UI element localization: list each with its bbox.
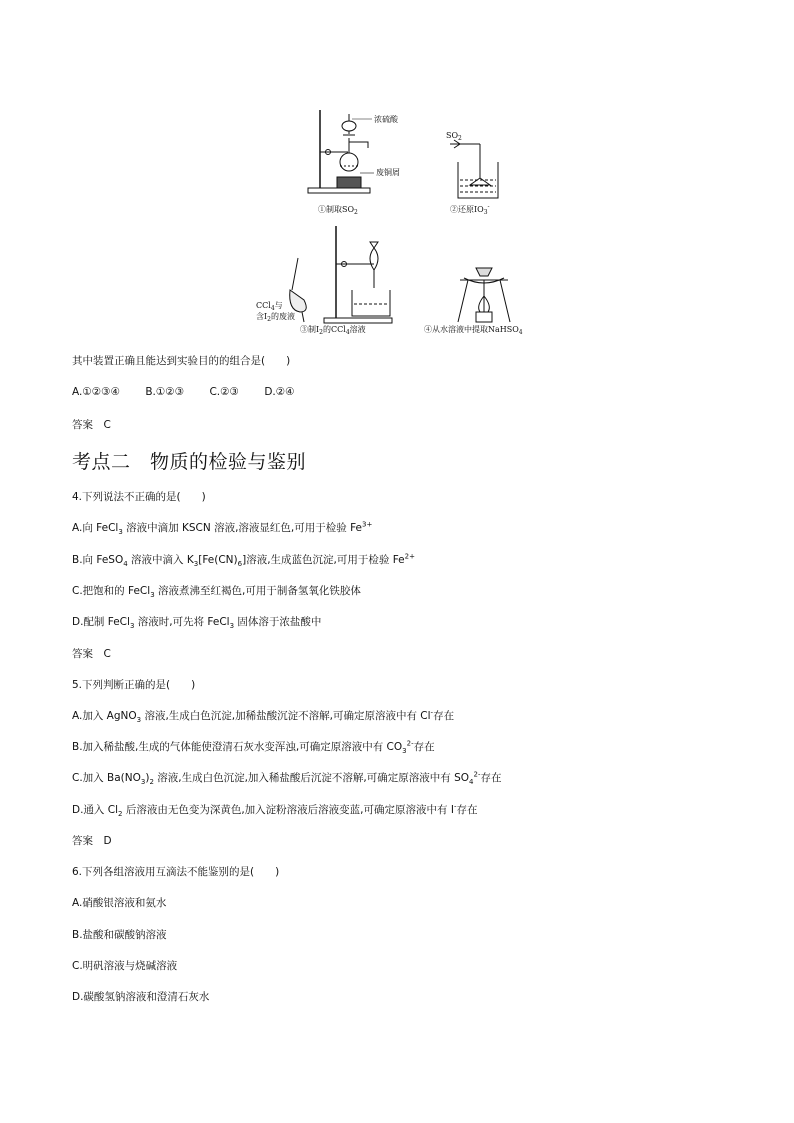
q3-options	[72, 385, 317, 399]
fig1-caption: ①制取$SO_2$	[318, 205, 358, 216]
q6-option-c: C.明矾溶液与烧碱溶液	[72, 960, 178, 972]
q3-option-c: C.②③	[209, 386, 239, 398]
apparatus-3-i2-ccl4	[290, 226, 392, 323]
apparatus-2-io3-reduction	[450, 140, 498, 198]
q4-option-b: B.向 FeSO$_4$ 溶液中滴入 $K_3[Fe(CN)_6]$溶液,生成蓝色沉淀,可用于检验 $Fe^{2+}$	[72, 552, 415, 569]
q6-stem: 6.下列各组溶液用互滴法不能鉴别的是( )	[72, 866, 280, 878]
q3-answer: 答案 C	[72, 419, 111, 431]
q6-option-a: A.硝酸银溶液和氨水	[72, 897, 167, 909]
fig3-side-label-line1: CCl$_4$与	[256, 301, 283, 312]
q4-option-a: A.向 FeCl$_3$ 溶液中滴加 KSCN 溶液,溶液显红色,可用于检验 $Fe^{3+}$	[72, 520, 373, 537]
section-title: 考点二 物质的检验与鉴别	[72, 451, 307, 473]
q6-option-b: B.盐酸和碳酸钠溶液	[72, 929, 167, 941]
fig1-copper-label: 废铜屑	[376, 168, 400, 177]
q5-answer: 答案 D	[72, 835, 112, 847]
apparatus-1-so2-generation	[308, 110, 370, 193]
q4-option-d: D.配制 FeCl$_3$ 溶液时,可先将 FeCl$_3$ 固体溶于浓盐酸中	[72, 616, 322, 631]
q5-option-c: C.加入 $Ba(NO_3)_2$ 溶液,生成白色沉淀,加入稀盐酸后沉淀不溶解,可确定原溶液中有 $SO_4^{2-}$存在	[72, 770, 502, 787]
fig2-gas-label: $SO_2$	[446, 131, 462, 142]
apparatus-figure	[240, 100, 560, 345]
q5-stem: 5.下列判断正确的是( )	[72, 679, 196, 691]
q5-option-d: D.通入 $Cl_2$ 后溶液由无色变为深黄色,加入淀粉溶液后溶液变蓝,可确定原溶液中有 I-存在	[72, 802, 478, 819]
q4-option-c: C.把饱和的 FeCl$_3$ 溶液煮沸至红褐色,可用于制备氢氧化铁胶体	[72, 585, 361, 600]
q3-option-b: B.①②③	[145, 386, 185, 398]
fig2-caption: ②还原$IO_3^-$	[450, 203, 490, 216]
q4-answer: 答案 C	[72, 648, 111, 660]
q3-option-a: A.①②③④	[72, 386, 120, 398]
q5-option-b: B.加入稀盐酸,生成的气体能使澄清石灰水变浑浊,可确定原溶液中有 $CO_3^{2-}$存在	[72, 739, 435, 756]
fig1-acid-label: 浓硫酸	[374, 115, 398, 124]
q3-stem: 其中装置正确且能达到实验目的的组合是( )	[72, 355, 291, 367]
apparatus-4-nahso4-evaporation	[458, 268, 510, 322]
fig3-side-label-line2: 含$I_2$的废液	[256, 312, 295, 323]
q5-option-a: A.加入 AgNO$_3$ 溶液,生成白色沉淀,加稀盐酸沉淀不溶解,可确定原溶液中有 Cl-存在	[72, 708, 455, 725]
fig4-caption: ④从水溶液中提取NaHSO$_4$	[424, 325, 523, 336]
q3-option-d: D.②④	[264, 386, 295, 398]
q4-stem: 4.下列说法不正确的是( )	[72, 491, 206, 503]
q6-option-d: D.碳酸氢钠溶液和澄清石灰水	[72, 991, 210, 1003]
fig3-caption: ③制$I_2$的CCl$_4$溶液	[300, 325, 366, 336]
